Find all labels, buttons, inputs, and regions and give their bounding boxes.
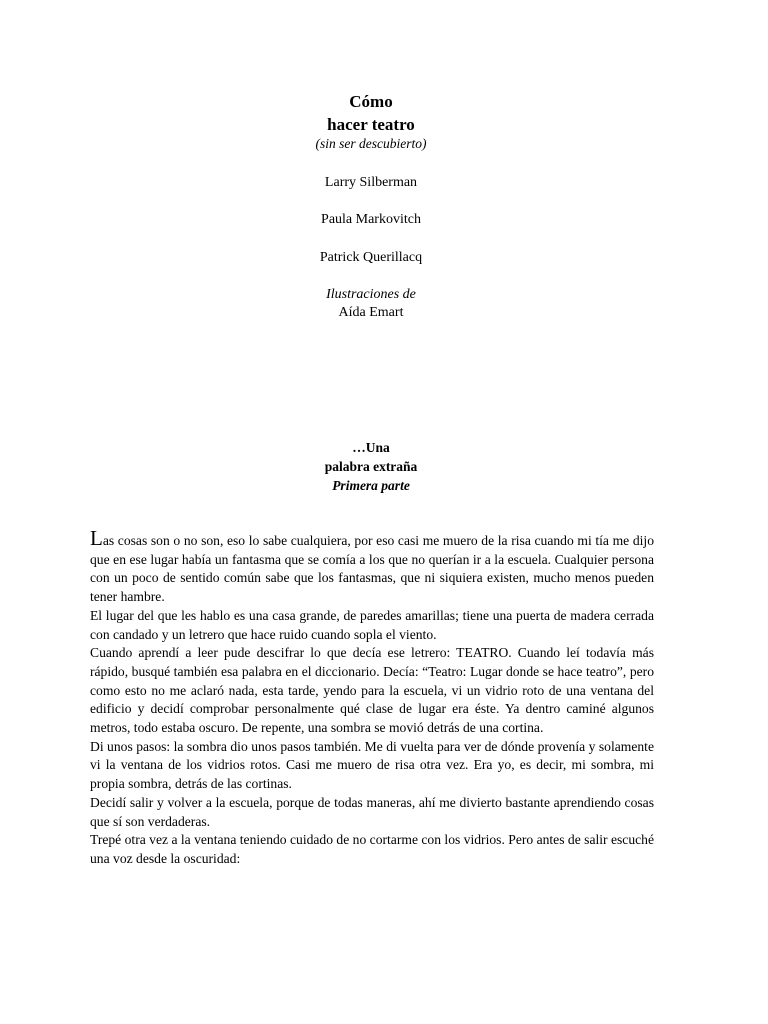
paragraph: Di unos pasos: la sombra dio unos pasos también. Me di vuelta para ver de dónde provenía y solamente vi la ventana de los vidrios rotos. Casi me muero de risa otra vez. Era yo, es decir, mi sombra, mi propia sombra, detrás de las cortinas. bbox=[90, 738, 654, 792]
chapter-line-2: palabra extraña bbox=[324, 459, 418, 474]
chapter-line-1: …Una bbox=[352, 440, 390, 455]
illustrator-label: Ilustraciones de bbox=[326, 287, 416, 302]
paragraph: Cuando aprendí a leer pude descifrar lo que decía ese letrero: TEATRO. Cuando leí todavía más rápido, busqué también esa palabra en el diccionario. Decía: “Teatro: Lugar donde se hace teatro”, pero como esto no me aclaró nada, esta tarde, yendo para la escuela, vi un vidrio roto de una ventana del edificio y decidí comprobar personalmente qué clase de lugar era éste. Ya dentro caminé algunos metros, todo estaba oscuro. De repente, una sombra se movió detrás de una cortina. bbox=[90, 645, 654, 736]
paragraph: Decidí salir y volver a la escuela, porque de todas maneras, ahí me divierto bastante aprendiendo cosas que sí son verdaderas. bbox=[90, 794, 654, 829]
book-subtitle: (sin ser descubierto) bbox=[315, 136, 427, 151]
title-line-2: hacer teatro bbox=[327, 115, 415, 134]
title-line-1: Cómo bbox=[349, 92, 393, 111]
author-name: Paula Markovitch bbox=[321, 212, 421, 227]
paragraph: Trepé otra vez a la ventana teniendo cuidado de no cortarme con los vidrios. Pero antes de salir escuché una voz desde la oscuridad: bbox=[90, 832, 654, 866]
paragraph-text: as cosas son o no son, eso lo sabe cualquiera, por eso casi me muero de la risa cuando mi tía me dijo que en ese lugar había un fantasma que se comía a los que no querían ir a la escuela. Cualquier persona con un poco de sentido común sabe que los fantasmas, que ni siquiera existen, mucho menos pueden tener hambre. bbox=[90, 533, 654, 605]
illustrator-credit bbox=[0, 286, 742, 322]
body-text bbox=[90, 526, 654, 869]
book-title bbox=[0, 90, 742, 136]
author-name: Larry Silberman bbox=[324, 175, 418, 190]
chapter-part: Primera parte bbox=[332, 478, 410, 493]
drop-cap: L bbox=[90, 526, 103, 550]
paragraph: El lugar del que les hablo es una casa grande, de paredes amarillas; tiene una puerta de madera cerrada con candado y un letrero que hace ruido cuando sopla el viento. bbox=[90, 607, 654, 642]
illustrator-name: Aída Emart bbox=[338, 305, 404, 320]
paragraph bbox=[90, 526, 654, 607]
chapter-heading bbox=[0, 438, 742, 495]
author-name: Patrick Querillacq bbox=[319, 250, 423, 265]
